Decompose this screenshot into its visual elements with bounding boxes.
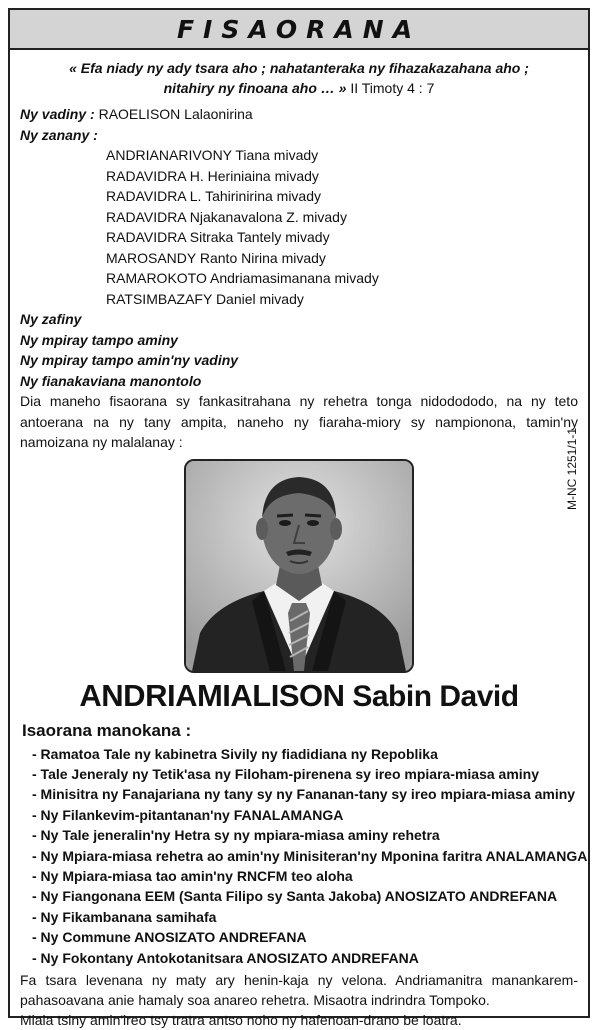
child-name: RADAVIDRA Sitraka Tantely mivady xyxy=(106,229,330,245)
verse-line-2: nitahiry ny finoana aho … » xyxy=(163,80,347,96)
intro-paragraph: Dia maneho fisaorana sy fankasitrahana ny rehetra tonga nidodododo, na ny teto antoerana na ny tany ampita, naneho ny fiaraha-miory sy nampionona, tamin'ny namoizana ny malalanay : xyxy=(20,393,578,450)
family-group: Ny fianakaviana manontolo xyxy=(20,372,202,389)
family-group: Ny mpiray tampo amin'ny vadiny xyxy=(20,352,239,368)
banner xyxy=(10,10,588,50)
family-group: Ny mpiray tampo aminy xyxy=(20,331,178,348)
thanks-item: - Ny Filankevim-pitantanan'ny FANALAMANGA xyxy=(32,806,344,823)
thanks-item: - Ny Fikambanana samihafa xyxy=(32,908,217,925)
bible-verse xyxy=(34,58,564,98)
widow-line xyxy=(20,104,588,125)
child-name: MAROSANDY Ranto Nirina mivady xyxy=(106,249,326,266)
special-thanks-title: Isaorana manokana : xyxy=(22,720,192,740)
thanks-item: - Ny Commune ANOSIZATO ANDREFANA xyxy=(32,929,307,946)
children-list xyxy=(106,145,588,309)
deceased-name xyxy=(10,677,588,716)
child-name: ANDRIANARIVONY Tiana mivady xyxy=(106,147,319,163)
children-label: Ny zanany : xyxy=(20,126,98,143)
thanks-item: - Ramatoa Tale ny kabinetra Sivily ny fiadidiana ny Repoblika xyxy=(32,745,438,762)
banner-title: FISAORANA xyxy=(176,14,422,44)
thanks-item: - Ny Mpiara-miasa rehetra ao amin'ny Minisiteran'ny Mponina faritra ANALAMANGA xyxy=(32,847,588,864)
child-name: RADAVIDRA L. Tahirinirina mivady xyxy=(106,188,322,204)
deceased-given-names: Sabin David xyxy=(352,679,519,713)
thanks-item: - Tale Jeneraly ny Tetik'asa ny Filoham-pirenena sy ireo mpiara-miasa aminy xyxy=(32,765,540,782)
child-name: RATSIMBAZAFY Daniel mivady xyxy=(106,290,304,307)
deceased-surname: ANDRIAMIALISON xyxy=(79,677,345,713)
obituary-frame xyxy=(8,8,590,1028)
publication-code: M-NC 1251/1-1 xyxy=(565,427,579,510)
portrait-wrap xyxy=(184,459,414,673)
closing-text: Fa tsara levenana ny maty ary henin-kaja ny velona. Andriamanitra manankarem-pahasoavana anie hamaly soa anareo rehetra. Misaotra indrindra Tompoko. xyxy=(20,971,578,1008)
portrait-photo xyxy=(184,459,414,673)
thanks-item: - Ny Fiangonana EEM (Santa Filipo sy Santa Jakoba) ANOSIZATO ANDREFANA xyxy=(32,888,558,905)
widow-name: RAOELISON Lalaonirina xyxy=(98,106,253,122)
thanks-item: - Ny Fokontany Antokotanitsara ANOSIZATO ANDREFANA xyxy=(32,949,419,966)
family-group: Ny zafiny xyxy=(20,311,82,327)
thanks-item: - Minisitra ny Fanajariana ny tany sy ny Fananan-tany sy ireo mpiara-miasa aminy xyxy=(32,786,576,803)
child-name: RAMAROKOTO Andriamasimanana mivady xyxy=(106,270,379,286)
thanks-item: - Ny Tale jeneralin'ny Hetra sy ny mpiara-miasa aminy rehetra xyxy=(32,827,440,844)
verse-reference: II Timoty 4 : 7 xyxy=(350,80,435,96)
widow-label: Ny vadiny : xyxy=(20,106,95,122)
portrait-illustration xyxy=(186,461,412,671)
special-thanks-list xyxy=(32,744,588,968)
child-name: RADAVIDRA H. Heriniaina mivady xyxy=(106,167,319,184)
family-groups xyxy=(20,309,588,391)
closing-paragraph xyxy=(20,970,578,1030)
child-name: RADAVIDRA Njakanavalona Z. mivady xyxy=(106,208,347,225)
thanks-item: - Ny Mpiara-miasa tao amin'ny RNCFM teo aloha xyxy=(32,867,353,884)
apology-text: Miala tsiny amin'ireo tsy tratra antso noho ny hafenoan-drano be loatra. xyxy=(20,1011,462,1028)
verse-line-1: « Efa niady ny ady tsara aho ; nahatanteraka ny fihazakazahana aho ; xyxy=(69,60,529,76)
